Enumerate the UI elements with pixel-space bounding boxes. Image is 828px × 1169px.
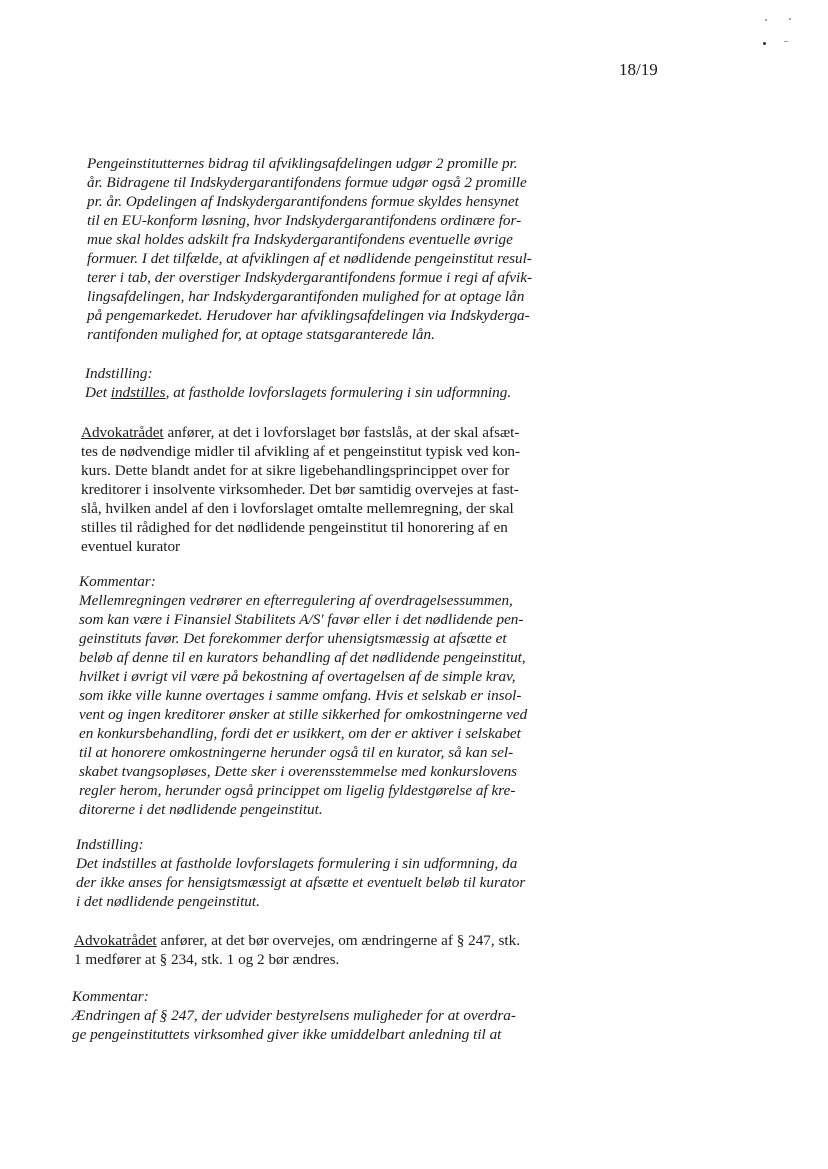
text-line: regler herom, herunder også princippet om ligelig fyldestgørelse af kre- — [79, 782, 516, 799]
text-line: ge pengeinstituttets virksomhed giver ikke umiddelbart anledning til at — [72, 1026, 502, 1043]
text-fragment: anfører, at det bør overvejes, om ændringerne af § 247, stk. — [156, 932, 521, 949]
text-line: som ikke ville kunne overtages i samme omfang. Hvis et selskab er insol- — [79, 687, 522, 704]
text-line: ditorerne i det nødlidende pengeinstitut. — [79, 801, 323, 818]
text-line: mue skal holdes adskilt fra Indskydergarantifondens eventuelle øvrige — [87, 231, 513, 248]
underlined-text: indstilles — [110, 384, 166, 401]
text-line: terer i tab, der overstiger Indskydergarantifondens formue i regi af afvik- — [87, 269, 532, 286]
underlined-text: Advokatrådet — [74, 932, 157, 949]
text-line: tes de nødvendige midler til afvikling af et pengeinstitut typisk ved kon- — [81, 443, 521, 460]
text-line: eventuel kurator — [81, 538, 181, 555]
text-line: på pengemarkedet. Herudover har afviklingsafdelingen via Indskyderga- — [87, 307, 530, 324]
text-fragment: anfører, at det i lovforslaget bør fastslås, at der skal afsæt- — [163, 424, 520, 441]
scan-speck — [763, 42, 766, 45]
text-fragment: Det — [85, 384, 111, 401]
text-line: i det nødlidende pengeinstitut. — [76, 893, 260, 910]
text-line: pr. år. Opdelingen af Indskydergarantifondens formue skyldes hensynet — [87, 193, 519, 210]
text-line: til at honorere omkostningerne herunder også til en kurator, så kan sel- — [79, 744, 514, 761]
text-line: Det indstilles at fastholde lovforslagets formulering i sin udformning, da — [76, 855, 518, 872]
text-line — [85, 384, 511, 402]
section-heading: Kommentar: — [72, 988, 149, 1005]
text-line: som kan være i Finansiel Stabilitets A/S' favør eller i det nødlidende pen- — [79, 611, 524, 628]
text-line: formuer. I det tilfælde, at afviklingen af et nødlidende pengeinstitut resul- — [87, 250, 532, 267]
text-line: Mellemregningen vedrører en efterregulering af overdragelsessummen, — [79, 592, 513, 609]
text-line: Ændringen af § 247, der udvider bestyrelsens muligheder for at overdra- — [72, 1007, 516, 1024]
text-line — [81, 424, 519, 442]
text-fragment: , at fastholde lovforslagets formulering i sin udformning. — [165, 384, 512, 401]
text-line: der ikke anses for hensigtsmæssigt at afsætte et eventuelt beløb til kurator — [76, 874, 526, 891]
text-line: 1 medfører at § 234, stk. 1 og 2 bør ændres. — [74, 951, 340, 968]
text-line: rantifonden mulighed for, at optage statsgaranterede lån. — [87, 326, 435, 343]
text-line: hvilket i øvrigt vil være på bekostning af overtagelsen af de simple krav, — [79, 668, 516, 685]
text-line: lingsafdelingen, har Indskydergarantifonden mulighed for at optage lån — [87, 288, 525, 305]
text-line: Pengeinstitutternes bidrag til afviklingsafdelingen udgør 2 promille pr. — [87, 155, 518, 172]
section-heading: Indstilling: — [85, 365, 153, 382]
text-line: stilles til rådighed for det nødlidende pengeinstitut til honorering af en — [81, 519, 508, 536]
section-heading: Indstilling: — [76, 836, 144, 853]
page-number: 18/19 — [619, 60, 658, 79]
scan-speck — [784, 41, 788, 42]
text-line: vent og ingen kreditorer ønsker at stille sikkerhed for omkostningerne ved — [79, 706, 528, 723]
scan-speck — [789, 18, 791, 20]
text-line: år. Bidragene til Indskydergarantifondens formue udgør også 2 promille — [87, 174, 527, 191]
scan-speck — [765, 19, 767, 21]
underlined-text: Advokatrådet — [81, 424, 164, 441]
text-line: skabet tvangsopløses, Dette sker i overensstemmelse med konkurslovens — [79, 763, 518, 780]
text-line: beløb af denne til en kurators behandling af det nødlidende pengeinstitut, — [79, 649, 526, 666]
section-heading: Kommentar: — [79, 573, 156, 590]
text-line: geinstituts favør. Det forekommer derfor uhensigtsmæssig at afsætte et — [79, 630, 507, 647]
text-line: en konkursbehandling, fordi det er usikkert, om der er aktiver i selskabet — [79, 725, 521, 742]
text-line: slå, hvilken andel af den i lovforslaget omtalte mellemregning, der skal — [81, 500, 514, 517]
text-line — [74, 932, 520, 950]
text-line: til en EU-konform løsning, hvor Indskydergarantifondens ordinære for- — [87, 212, 522, 229]
text-line: kreditorer i insolvente virksomheder. Det bør samtidig overvejes at fast- — [81, 481, 519, 498]
text-line: kurs. Dette blandt andet for at sikre ligebehandlingsprincippet over for — [81, 462, 510, 479]
